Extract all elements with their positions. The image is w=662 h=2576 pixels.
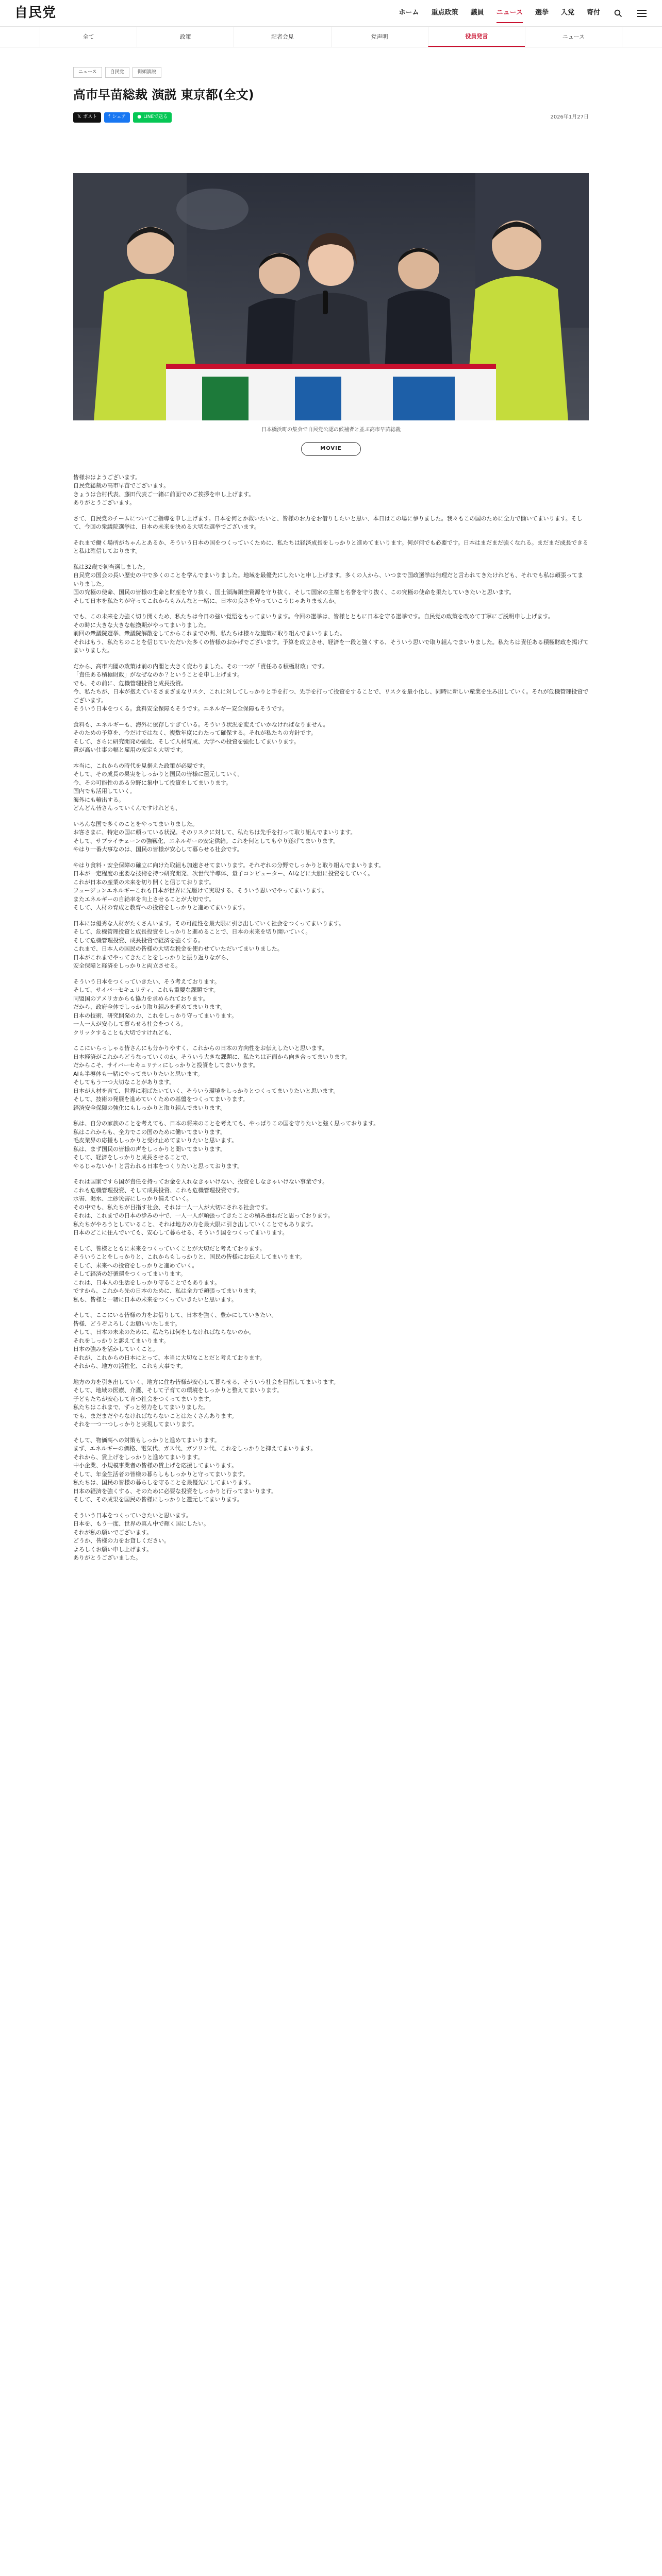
share-line-button[interactable] <box>133 112 172 123</box>
news-category-tabs <box>0 27 662 47</box>
nav-join[interactable]: 入党 <box>560 9 574 17</box>
article-paragraph: そして、日本の未来のために、私たちは何をしなければならないのか。 <box>73 1329 255 1336</box>
article-paragraph: そして、サイバーセキュリティ、これも重要な課題です。 <box>73 987 219 994</box>
article-body <box>73 473 589 1563</box>
nav-policy[interactable]: 重点政策 <box>431 9 458 17</box>
article-paragraph: だから、政府全体でしっかり取り組みを進めてまいります。 <box>73 1004 226 1011</box>
tab-news[interactable]: ニュース <box>525 27 622 47</box>
tab-press-conference[interactable]: 記者会見 <box>234 27 330 47</box>
article-paragraph: そして、年金生活者の皆様の暮らしもしっかりと守ってまいります。 <box>73 1470 249 1478</box>
article-paragraph: そういう日本をつくっていきたいと思います。 <box>73 1512 192 1519</box>
article-paragraph: クリックすることも大切ですけれども、 <box>73 1029 175 1036</box>
photo-caption: 日本橋浜町の集会で自民党公認の候補者と並ぶ高市早苗総裁 <box>261 427 401 433</box>
article-paragraph: 私たちはこれまで、ずっと努力をしてまいりました。 <box>73 1404 209 1411</box>
article-paragraph: これは、日本人の生活をしっかり守ることでもあります。 <box>73 1279 221 1286</box>
article-paragraph: 日本を、もう一度、世界の真ん中で輝く国にしたい。 <box>73 1520 209 1528</box>
share-row <box>73 112 589 123</box>
article-paragraph: 国内でも活用していく。 <box>73 788 136 795</box>
article-paragraph: 私も、皆様と一緒に日本の未来をつくっていきたいと思います。 <box>73 1296 237 1303</box>
article-paragraph: 皆様、どうぞよろしくお願いいたします。 <box>73 1320 181 1327</box>
article-paragraph: 同盟国のアメリカからも協力を求められております。 <box>73 995 209 1002</box>
article-paragraph: やるじゃないか！と言われる日本をつくりたいと思っております。 <box>73 1162 243 1170</box>
article-paragraph: そして、皆様とともに未来をつくっていくことが大切だと考えております。 <box>73 1245 266 1252</box>
publish-date: 2026年1月27日 <box>550 114 589 120</box>
article-paragraph: 今、私たちが、日本が抱えているさまざまなリスク、これに対してしっかりと手を打つ、先手を打って投資をすることで、リスクを最小化し、同時に新しい産業を生み出していく。それが危機管理投資でございます。 <box>73 688 589 704</box>
article-paragraph: 日本の技術、研究開発の力、これをしっかり守ってまいります。 <box>73 1012 238 1019</box>
article-paragraph: そして、物価高への対策もしっかりと進めてまいります。 <box>73 1436 220 1444</box>
article-paragraph: だからこそ、サイバーセキュリティにしっかりと投資をしてまいります。 <box>73 1062 259 1069</box>
site-header <box>0 0 662 27</box>
article-paragraph: そして危機管理投資、成長投資で経済を強くする。 <box>73 937 204 944</box>
hero-photo <box>73 173 589 420</box>
article-paragraph: そして、未来への投資をしっかりと進めていく。 <box>73 1262 198 1269</box>
article-paragraph: でも、その前に、危機管理投資と成長投資。 <box>73 680 187 687</box>
global-nav <box>399 6 648 20</box>
share-x-label: ポスト <box>83 114 97 120</box>
article-paragraph: 日本には優秀な人材がたくさんいます。その可能性を最大限に引き出していく社会をつくってまいります。 <box>73 920 345 927</box>
article-paragraph: その中でも、私たちが目指す社会、それは一人一人が大切にされる社会です。 <box>73 1204 272 1211</box>
article-paragraph: 中小企業、小規模事業者の皆様の賃上げを応援してまいります。 <box>73 1462 238 1469</box>
article-paragraph: 「責任ある積極財政」がなぜなのか？ということを申し上げます。 <box>73 671 243 679</box>
article-paragraph: それが私の願いでございます。 <box>73 1529 153 1536</box>
article-paragraph: これが日本の産業の未来を切り開くと信じております。 <box>73 878 215 886</box>
article-paragraph: それはもう、私たちのことを信じていただいた多くの皆様のおかげでございます。予算を成立させ、経済を一段と強くする、そういう思いで取り組んでまいりました。私たちは責任ある積極財政を掲げてまいりました。 <box>73 638 589 654</box>
article-paragraph: それは国家ですら国が責任を持ってお金を入れなきゃいけない、投資をしなきゃいけない事業です。 <box>73 1178 328 1185</box>
site-logo[interactable]: 自民党 <box>14 5 57 21</box>
share-x-button[interactable] <box>73 112 101 123</box>
facebook-logo-icon: f <box>108 114 110 120</box>
menu-icon[interactable] <box>636 8 648 19</box>
article-paragraph: これまで、日本人の国民の皆様の大切な税金を使わせていただいてまいりました。 <box>73 945 283 953</box>
article-paragraph: それまで働く場所がちゃんとあるか、そういう日本の国をつくっていくために、私たちは経済成長をしっかりと進めてまいります。何が何でも必要です。日本はまだまだ強くなれる。まだまだ成長できると私は確信しております。 <box>73 539 589 555</box>
article-paragraph: 日本が一定程度の重要な技術を持つ研究開発、次世代半導体、量子コンピューター、AIなどに大胆に投資をしていく。 <box>73 870 374 877</box>
article-paragraph: 日本の強みを活かしていくこと。 <box>73 1346 158 1353</box>
search-icon[interactable] <box>613 8 624 19</box>
article-paragraph: 日本経済がこれからどうなっていくのか。そういう大きな課題に、私たちは正面から向き合ってまいります。 <box>73 1053 351 1060</box>
article-paragraph: 今、その可能性のある分野に集中して投資をしてまいります。 <box>73 779 232 786</box>
article-paragraph: AIも半導体も一緒にやってまいりたいと思います。 <box>73 1070 203 1077</box>
article-paragraph: やはり食料・安全保障の確立に向けた取組も加速させてまいります。それぞれの分野でしっかりと取り組んでまいります。 <box>73 861 385 869</box>
article-paragraph: そして、経済をしっかりと成長させることで、 <box>73 1154 192 1161</box>
article-paragraph: そして、技術の発展を進めていくための基盤をつくってまいります。 <box>73 1096 249 1103</box>
article-paragraph: でも、この未来を力強く切り開くため、私たちは今日の強い覚悟をもってまいります。今回の選挙は、皆様とともに日本を守る選挙です。自民党の政策を改めて丁寧にご説明申し上げます。 <box>73 613 554 620</box>
speech-photo-illustration <box>73 173 589 420</box>
article-paragraph: きょうは合村代表、藤田代表ご一緒に前面でのご挨拶を申し上げます。 <box>73 490 255 498</box>
article-paragraph: 毛皮業界の応援もしっかりと受け止めてまいりたいと思います。 <box>73 1137 238 1144</box>
nav-news[interactable]: ニュース <box>496 6 523 20</box>
tab-executive-remarks[interactable]: 役員発言 <box>428 27 525 47</box>
article-paragraph: それから、地方の活性化、これも大事です。 <box>73 1363 187 1370</box>
article-paragraph: フュージョンエネルギーこれも日本が世界に先駆けて実現する、そういう思いでやってまいります。 <box>73 887 328 894</box>
article-paragraph: 日本がこれまでやってきたことをしっかりと振り返りながら、 <box>73 954 232 961</box>
article-paragraph: そして、危機管理投資と成長投資をしっかりと進めることで、日本の未来を切り開いていく。 <box>73 928 311 936</box>
tag-news[interactable]: ニュース <box>73 67 102 78</box>
article-paragraph: またエネルギーの自給率を向上させることが大切です。 <box>73 895 215 903</box>
tag-ldp[interactable]: 自民党 <box>105 67 129 78</box>
article-paragraph: ありがとうございます。 <box>73 499 136 506</box>
tab-all[interactable]: 全て <box>40 27 137 47</box>
article-paragraph: そして、その成長の果実をしっかりと国民の皆様に還元していく。 <box>73 771 243 778</box>
article-paragraph: 一人一人が安心して暮らせる社会をつくる。 <box>73 1021 187 1028</box>
article-paragraph: それをしっかりと訴えてまいります。 <box>73 1337 170 1344</box>
article-paragraph: さて、自民党のチームについてご指導を申し上げます。日本を何とか救いたいと、皆様のお力をお借りしたいと思い、本日はこの場に参りました。我々もこの国のために全力で働いてまいります。そして、今回の衆議院選挙は、日本の未来を決める大切な選挙でございます。 <box>73 515 583 531</box>
movie-button[interactable]: MOVIE <box>301 442 360 456</box>
article-tags <box>73 67 589 78</box>
article-paragraph: そして、サプライチェーンの強靱化、エネルギーの安定供給。これを何としてもやり遂げてまいります。 <box>73 837 339 844</box>
article-paragraph: そしてもう一つ大切なことがあります。 <box>73 1079 175 1086</box>
article-paragraph: そして、その成果を国民の皆様にしっかりと還元してまいります。 <box>73 1496 243 1503</box>
article-paragraph: 日本が人材を育て、世界に羽ばたいていく、そういう環境をしっかりとつくってまいりたいと思います。 <box>73 1087 339 1094</box>
line-logo-icon: ● <box>137 114 142 120</box>
article-paragraph: それが、これからの日本にとって、本当に大切なことだと考えております。 <box>73 1354 266 1361</box>
article-paragraph: よろしくお願い申し上げます。 <box>73 1546 153 1553</box>
page-title: 高市早苗総裁 演説 東京都(全文) <box>73 88 254 103</box>
article-paragraph: 日本のどこに住んでいても、安心して暮らせる、そういう国をつくってまいります。 <box>73 1229 288 1236</box>
tab-statement[interactable]: 党声明 <box>331 27 428 47</box>
article-paragraph: まず、エネルギーの価格、電気代、ガス代、ガソリン代、これをしっかりと抑えてまいります。 <box>73 1445 317 1452</box>
article-paragraph: そして、ここにいる皆様の力をお借りして、日本を強く、豊かにしていきたい。 <box>73 1312 277 1319</box>
article-paragraph: 前回の衆議院選挙、衆議院解散をしてからこれまでの間、私たちは様々な施策に取り組んでまいりました。 <box>73 630 345 637</box>
article-paragraph: それは、これまでの日本の歩みの中で、一人一人が頑張ってきたことの積み重ねだと思っております。 <box>73 1212 334 1219</box>
article-paragraph: 私は、まず国民の皆様の声をしっかりと聞いてまいります。 <box>73 1145 226 1153</box>
article-paragraph: そういう日本をつくる。食料安全保障もそうです。エネルギー安全保障もそうです。 <box>73 705 288 713</box>
article-paragraph: 皆様おはようございます。 <box>73 473 141 481</box>
article-paragraph: 海外にも輸出する。 <box>73 796 124 803</box>
article-paragraph: やはり一番大事なのは、国民の皆様が安心して暮らせる社会です。 <box>73 846 243 853</box>
article-paragraph: そういうことをしっかりと、これからもしっかりと、国民の皆様にお伝えしてまいります。 <box>73 1253 306 1261</box>
article-paragraph: どうか、皆様の力をお貸しください。 <box>73 1537 170 1545</box>
article-paragraph: ここにいらっしゃる皆さんにも分かりやすく、これからの日本の方向性をお伝えしたいと思います。 <box>73 1045 328 1052</box>
article-paragraph: だから、高市内閣の政策は前の内閣と大きく変わりました。その一つが「責任ある積極財政」です。 <box>73 663 328 670</box>
share-line-label: LINEで送る <box>143 114 168 120</box>
article-paragraph: 日本の経済を強くする、そのために必要な投資をしっかりと行ってまいります。 <box>73 1487 277 1495</box>
article-paragraph: そして日本を私たちが守ってこれからもみんなと一緒に、日本の良さを守っていこうじゃありませんか。 <box>73 597 340 604</box>
article-paragraph: 自民党総裁の高市早苗でございます。 <box>73 482 170 489</box>
article-paragraph: そのための予算を、今だけではなく、複数年度にわたって確保する。それが私たちの方針です。 <box>73 730 317 737</box>
article-paragraph: 経済安全保障の強化にもしっかりと取り組んでまいります。 <box>73 1104 226 1111</box>
share-facebook-label: シェア <box>112 114 126 120</box>
article-paragraph: それから、賃上げをしっかりと進めてまいります。 <box>73 1453 204 1461</box>
article-paragraph: そういう日本をつくっていきたい、そう考えております。 <box>73 978 220 985</box>
article-paragraph: 水害、渇水、土砂災害にしっかり備えていく。 <box>73 1195 192 1202</box>
article-paragraph: 安全保障と経済をしっかりと両立させる。 <box>73 962 181 970</box>
article-paragraph: その時に大きな大きな転換期がやってまいりました。 <box>73 621 209 629</box>
x-logo-icon: 𝕏 <box>77 114 81 120</box>
article-paragraph: ありがとうございました。 <box>73 1554 141 1562</box>
article-paragraph: 私は32歳で初当選しました。 <box>73 563 148 570</box>
nav-members[interactable]: 議員 <box>470 9 484 17</box>
article-paragraph: 私はこれからも、全力でこの国のために働いてまいります。 <box>73 1128 226 1136</box>
article-paragraph: でも、まだまだやらなければならないことはたくさんあります。 <box>73 1412 238 1419</box>
article-paragraph: 自民党の国会の長い歴史の中で多くのことを学んでまいりました。地域を最優先にしたいと申し上げます。多くの人から、いつまで国政選挙は無理だと言われてきたけれども、それでも私は頑張ってまいりました。 <box>73 572 584 587</box>
article-paragraph: いろんな国で多くのことをやってまいりました。 <box>73 820 198 827</box>
article-paragraph: そして、さらに研究開発の強化、そして人材育成、大学への投資を強化してまいります。 <box>73 738 300 745</box>
article-paragraph: 地方の力を引き出していく、地方に住む皆様が安心して暮らせる、そういう社会を目指してまいります。 <box>73 1378 339 1385</box>
article-paragraph: 本当に、これからの時代を見据えた政策が必要です。 <box>73 762 209 769</box>
article-paragraph: そして経済の好循環をつくってまいります。 <box>73 1270 186 1278</box>
tag-street-speech[interactable]: 街頭演説 <box>133 67 161 78</box>
article-paragraph: お客さまに、特定の国に頼っている状況。そのリスクに対して、私たちは先手を打って取り組んでまいります。 <box>73 829 356 836</box>
article-paragraph: 質が高い仕事の幅と雇用の安定も大切です。 <box>73 747 187 754</box>
article-paragraph: そして、人材の育成と教育への投資をしっかりと進めてまいります。 <box>73 904 249 911</box>
article-paragraph: 私は、自分の家族のことを考えても、日本の将来のことを考えても、やっぱりこの国を守りたいと強く思っております。 <box>73 1120 379 1127</box>
article-paragraph: 私たちは、国民の皆様の暮らしを守ることを最優先にしてまいります。 <box>73 1479 255 1486</box>
tab-policy[interactable]: 政策 <box>137 27 234 47</box>
article-paragraph: それを一つ一つしっかりと実現してまいります。 <box>73 1421 198 1428</box>
article-paragraph: 私たちがやろうとしていること、それは地方の力を最大限に引き出していくことでもあります。 <box>73 1221 317 1228</box>
share-facebook-button[interactable] <box>104 112 130 123</box>
nav-donate[interactable]: 寄付 <box>586 9 600 17</box>
nav-election[interactable]: 選挙 <box>535 9 549 17</box>
article-paragraph: そして、地域の医療、介護、そして子育ての環境をしっかりと整えてまいります。 <box>73 1387 283 1394</box>
nav-home[interactable]: ホーム <box>399 9 419 17</box>
article-paragraph: これも危機管理投資、そして成長投資、これも危機管理投資です。 <box>73 1187 243 1194</box>
article-paragraph: 国の究極の使命、国民の皆様の生命と財産を守り抜く、国土領海領空資源を守り抜く、そして国家の主権と名誉を守り抜く、この究極の使命を果たしていきたいと思います。 <box>73 589 515 596</box>
article-paragraph: どんどん皆さんっていくんですけれども、 <box>73 805 181 812</box>
article <box>73 47 589 1563</box>
article-paragraph: 食料も、エネルギーも、海外に依存しすぎている。そういう状況を変えていかなければなりません。 <box>73 721 329 728</box>
article-paragraph: 子どもたちが安心して育つ社会をつくってまいります。 <box>73 1395 214 1402</box>
article-paragraph: ですから、これから先の日本のために、私は全力で頑張ってまいります。 <box>73 1287 260 1295</box>
